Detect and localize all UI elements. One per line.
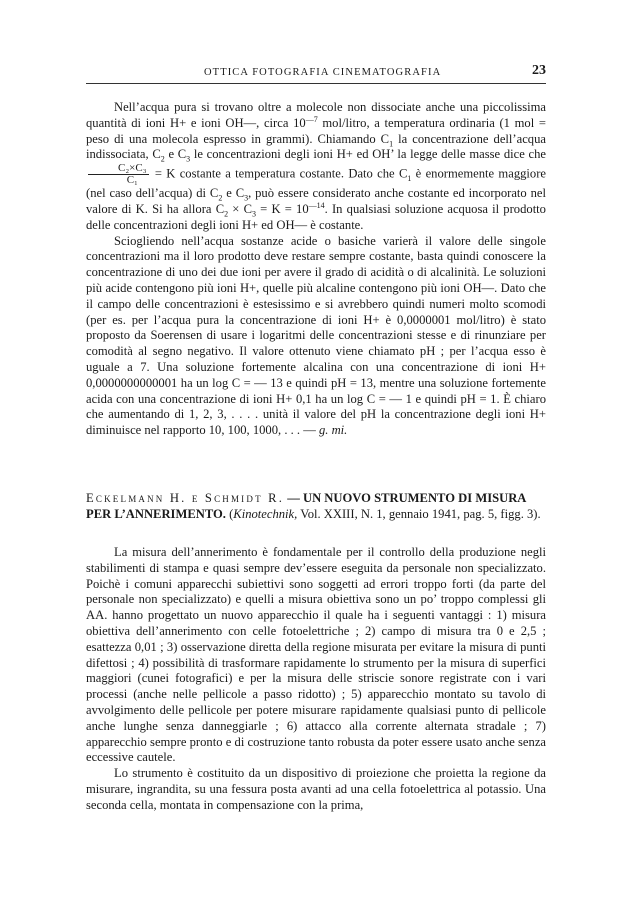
paragraph-3: La misura dell’annerimento è fondamentale per il controllo della produzione negli stabilimenti di stampa e quasi sempre dev’essere eseguita da personale non specializzato. Poichè i comuni apparecchi subiettivi sono soggetti ad errori troppo forti (da parte del personale non specializzato) e quelli a misura obiettiva sono un po’ troppo complessi gli AA. hanno progettato un nuovo apparecchio il quale ha i seguenti vantaggi : 1) misura obiettiva dell’annerimento con celle fotoelettriche ; 2) campo di misura tra 0 e 2,5 ; esattezza 0,01 ; 3) osservazione diretta della regione misurata per evitare la misura di punti difettosi ; 4) possibilità di trasformare rapidamente lo strumento per la misura di superfici maggiori (cunei fotografici) e per la misura delle striscie sonore registrate con i vari processi (anche nelle pellicole a passo ridotto) ; 5) apparecchio montato su tavolo di avvolgimento delle pellicole per potere misurare rapidamente qualsiasi punto di pellicole anche lunghe senza danneggiarle ; 6) attacco alla corrente alternata stradale ; 7) apparecchio sempre pronto e di costruzione tanto robusta da poter essere usato anche senza eccessive cautele. [86,545,546,765]
paragraph-2: Sciogliendo nell’acqua sostanze acide o basiche varierà il valore delle singole concentrazioni ma il loro prodotto deve restare sempre costante, basta quindi conoscere la concentrazione di uno dei due ioni per avere il grado di acidità o di alcalinità. Le soluzioni più acide contengono più ioni H+, quelle più alcaline contengono più ioni OH—. Dato che il campo delle concentrazioni è estesissimo e si avrebbero quindi numeri molto scomodi (per es. per l’acqua pura la concentrazione di ioni H+ è 0,0000001 mol/litro) è stato proposto da Soerensen di usare i logaritmi delle concentrazioni stesse e di rinunziare per comodità al segno negativo. Il valore ottenuto viene chiamato pH ; per l’acqua esso è uguale a 7. Una soluzione fortemente alcalina con una concentrazione di ioni H+ 0,0000000000001 ha un log C = — 13 e quindi pH = 13, mentre una soluzione fortemente acida con una concentrazione di ioni H+ 0,1 ha un log C = — 1 e quindi pH = 1. È chiaro che aumentando di 1, 2, 3, . . . . unità il valore del pH la concentrazione degli ioni H+ diminuisce nel rapporto 10, 100, 1000, . . . — g. mi. [86,233,546,438]
article-source: Vol. XXIII, N. 1, gennaio 1941, pag. 5, figg. 3). [297,506,541,521]
mass-law-fraction: $\frac{\text{C₂×C₃}}{\text{C₁}}$ [88,163,149,186]
page-number: 23 [532,63,546,78]
article-title: — UN NUOVO STRUMENTO DI MISURA PER L’ANNERIMENTO. [86,491,526,521]
article-heading: Eckelmann H. e Schmidt R. — UN NUOVO STRUMENTO DI MISURA PER L’ANNERIMENTO. (Kinotechnik, Vol. XXIII, N. 1, gennaio 1941, pag. 5, figg. 3). [86,491,541,521]
section-ph [86,100,546,439]
signature: g. mi. [318,423,348,438]
paragraph-4: Lo strumento è costituito da un dispositivo di proiezione che proietta la regione da misurare, ingrandita, su una fessura posta avanti ad una cella fotoelettrica al potassio. Una seconda cella, montata in compensazione con la prima, [86,766,546,812]
paragraph-1: Nell’acqua pura si trovano oltre a molecole non dissociate anche una piccolissima quantità di ioni H+ e ioni OH—, circa $10^{—7}$ mol/litro, a temperatura ordinaria (1 mol = peso di una molecola espresso in grammi). Chiamando $C_1$ la concentrazione dell’acqua indissociata, $C_2$ e $C_3$ le concentrazioni degli ioni H+ ed OH’ la legge delle masse dice che $\frac{\text{C₂×C₃}}{\text{C₁}}$ = K costante a temperatura costante. Dato che $C_1$ è enormemente maggiore (nel caso dell’acqua) di $C_2$ e $C_3$, può essere considerato anche costante ed incorporato nel valore di K. Si ha allora $C_2 \times C_3 = K = 10^{—14}$. In qualsiasi soluzione acquosa il prodotto delle concentrazioni degli ioni H+ ed OH— è costante. [86,100,547,232]
running-title: OTTICA FOTOGRAFIA CINEMATOGRAFIA [204,67,442,78]
header-rule [86,83,546,84]
article-authors: Eckelmann H. e Schmidt R. [86,491,285,505]
journal-name: Kinotechnik, [233,506,298,521]
page-header [86,63,546,83]
article-body [86,545,546,814]
